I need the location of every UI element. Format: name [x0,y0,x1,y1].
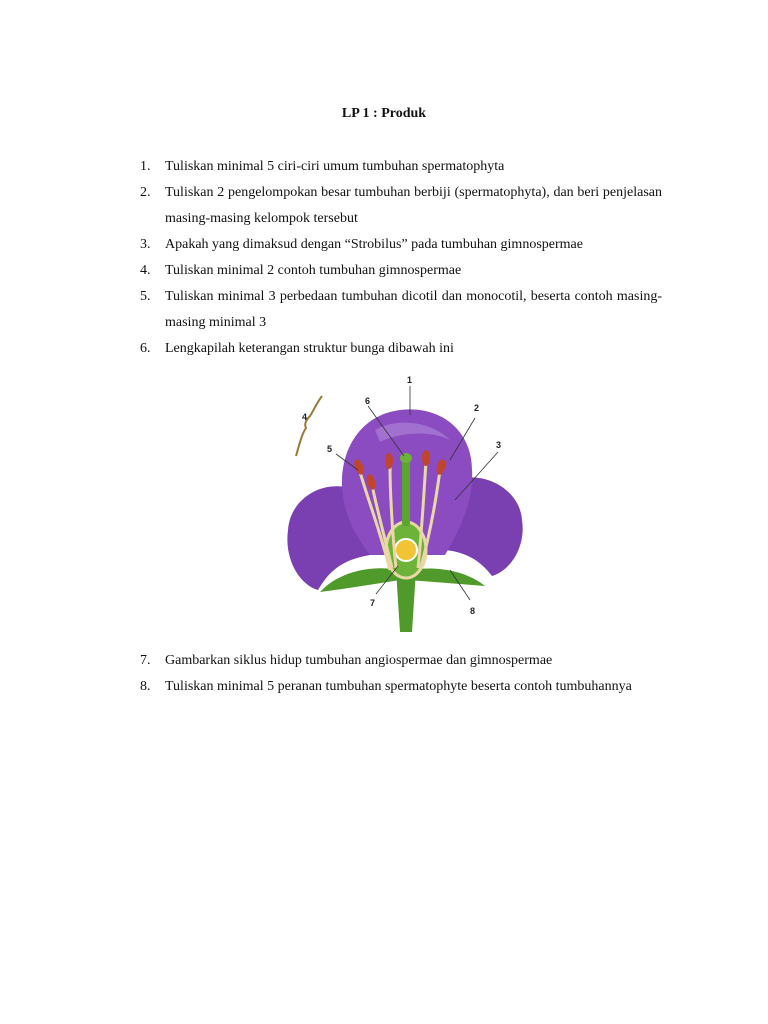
question-item [140,284,662,336]
figure-label-2: 2 [474,403,480,413]
question-list-top [140,154,662,362]
question-item [140,232,662,258]
question-text: Tuliskan 2 pengelompokan besar tumbuhan berbiji (spermatophyta), dan beri penjelasan masing-masing kelompok tersebut [165,185,662,226]
question-number: 5. [140,289,151,304]
question-number: 4. [140,263,151,278]
question-item [140,258,662,284]
sepal-left [320,568,400,592]
figure-label-6: 6 [365,396,371,406]
question-number: 3. [140,237,151,252]
flower-structure-figure [280,370,530,638]
question-item [140,648,662,674]
question-text: Tuliskan minimal 3 perbedaan tumbuhan dicotil dan monocotil, beserta contoh masing-masing minimal 3 [165,289,662,330]
question-item [140,154,662,180]
question-list-bottom [140,648,662,700]
ovule [395,539,417,561]
figure-label-5: 5 [327,444,333,454]
question-number: 1. [140,159,151,174]
question-text: Tuliskan minimal 2 contoh tumbuhan gimnospermae [165,263,462,278]
flower-diagram [280,370,530,638]
question-number: 8. [140,679,151,694]
question-text: Tuliskan minimal 5 peranan tumbuhan spermatophyte beserta contoh tumbuhannya [165,679,632,694]
question-item [140,336,662,362]
question-number: 6. [140,341,151,356]
question-text: Tuliskan minimal 5 ciri-ciri umum tumbuhan spermatophyta [165,159,505,174]
figure-label-3: 3 [496,440,502,450]
stigma [400,453,412,463]
question-text: Gambarkan siklus hidup tumbuhan angiospermae dan gimnospermae [165,653,553,668]
question-item [140,180,662,232]
question-text: Lengkapilah keterangan struktur bunga dibawah ini [165,341,454,356]
question-number: 2. [140,185,151,200]
figure-label-4: 4 [302,412,308,422]
question-item [140,674,662,700]
figure-label-7: 7 [370,598,376,608]
figure-label-8: 8 [470,606,476,616]
figure-label-1: 1 [407,375,413,385]
question-text: Apakah yang dimaksud dengan “Strobilus” pada tumbuhan gimnospermae [165,237,583,252]
receptacle-bracket [296,396,322,456]
question-number: 7. [140,653,151,668]
page-title: LP 1 : Produk [341,106,427,121]
style [402,460,410,526]
